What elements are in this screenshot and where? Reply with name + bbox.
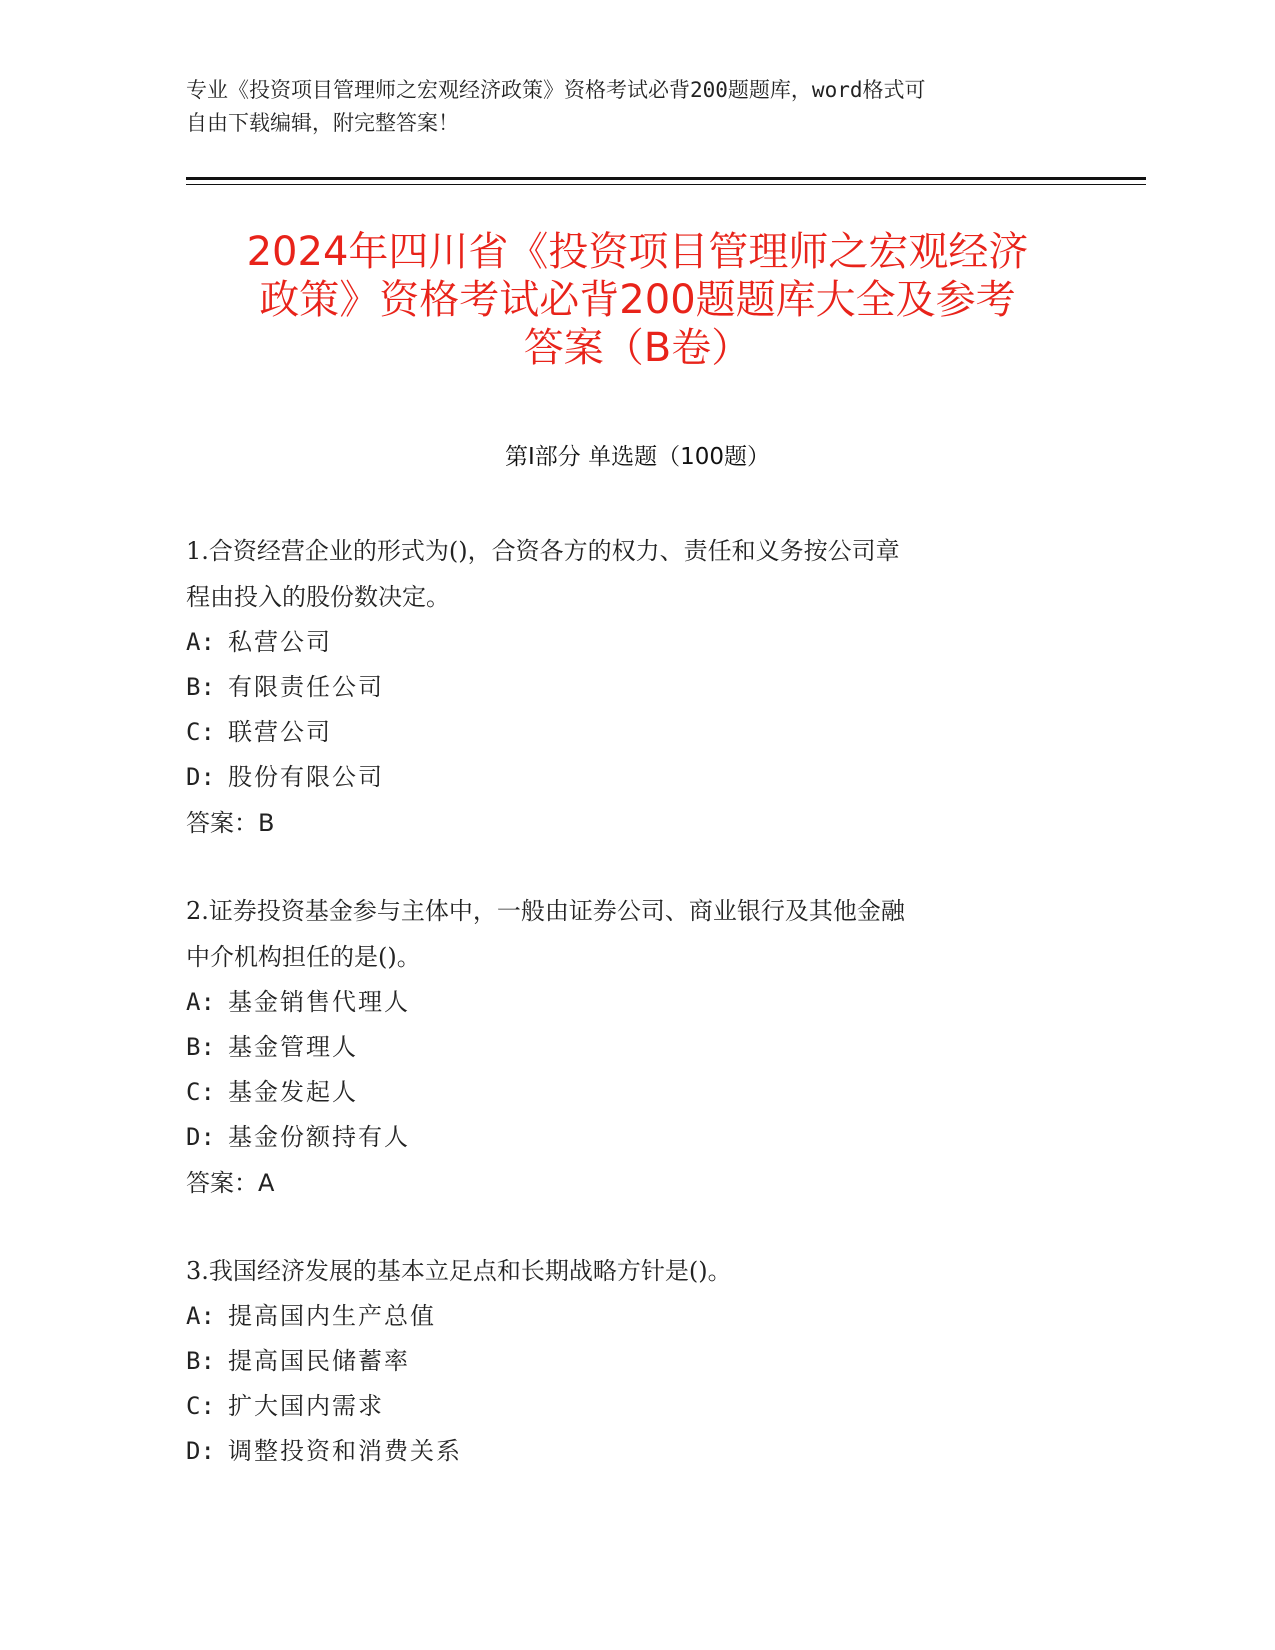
option-d — [186, 1115, 1086, 1160]
option-b — [186, 665, 1086, 710]
option-label: D: — [186, 1123, 215, 1151]
option-text: 扩大国内需求 — [228, 1392, 384, 1420]
document-title — [150, 228, 1125, 372]
option-label: C: — [186, 718, 215, 746]
option-text: 提高国民储蓄率 — [228, 1347, 410, 1375]
option-label: C: — [186, 1392, 215, 1420]
question-stem: 2.证券投资基金参与主体中，一般由证券公司、商业银行及其他金融 — [186, 897, 905, 925]
question-stem: 1.合资经营企业的形式为()，合资各方的权力、责任和义务按公司章 — [186, 537, 900, 565]
option-text: 联营公司 — [228, 718, 332, 746]
header-rule-thick — [186, 177, 1146, 180]
answer: 答案：B — [186, 809, 275, 837]
option-label: C: — [186, 1078, 215, 1106]
option-label: B: — [186, 1347, 215, 1375]
option-text: 基金份额持有人 — [228, 1123, 410, 1151]
option-a — [186, 980, 1086, 1025]
option-label: A: — [186, 988, 215, 1016]
document-header — [186, 74, 1086, 140]
option-d — [186, 755, 1086, 800]
header-rule-thin — [186, 184, 1146, 185]
title-line-1: 2024年四川省《投资项目管理师之宏观经济 — [246, 229, 1029, 275]
option-label: D: — [186, 1437, 215, 1465]
option-text: 调整投资和消费关系 — [228, 1437, 462, 1465]
header-line-1: 专业《投资项目管理师之宏观经济政策》资格考试必背200题题库，word格式可 — [186, 78, 926, 102]
title-line-3: 答案（B卷） — [523, 325, 752, 371]
question-stem-continued: 程由投入的股份数决定。 — [186, 583, 450, 611]
question-stem-continued: 中介机构担任的是()。 — [186, 943, 421, 971]
option-text: 股份有限公司 — [228, 763, 384, 791]
option-label: B: — [186, 673, 215, 701]
section-heading: 第Ⅰ部分 单选题（100题） — [505, 444, 770, 470]
question-list — [186, 528, 1086, 1474]
option-text: 基金销售代理人 — [228, 988, 410, 1016]
option-label: A: — [186, 1302, 215, 1330]
option-b — [186, 1025, 1086, 1070]
question-stem: 3.我国经济发展的基本立足点和长期战略方针是()。 — [186, 1257, 732, 1285]
option-label: A: — [186, 628, 215, 656]
option-text: 私营公司 — [228, 628, 332, 656]
option-label: D: — [186, 763, 215, 791]
option-a — [186, 1294, 1086, 1339]
option-text: 基金管理人 — [228, 1033, 358, 1061]
question-2 — [186, 888, 1086, 1206]
option-c — [186, 710, 1086, 755]
option-text: 有限责任公司 — [228, 673, 384, 701]
option-text: 提高国内生产总值 — [228, 1302, 436, 1330]
answer: 答案：A — [186, 1169, 275, 1197]
question-1 — [186, 528, 1086, 846]
option-d — [186, 1429, 1086, 1474]
title-line-2: 政策》资格考试必背200题题库大全及参考 — [259, 277, 1016, 323]
option-label: B: — [186, 1033, 215, 1061]
header-line-2: 自由下载编辑，附完整答案！ — [186, 111, 459, 135]
option-b — [186, 1339, 1086, 1384]
option-c — [186, 1070, 1086, 1115]
option-a — [186, 620, 1086, 665]
question-3 — [186, 1248, 1086, 1474]
option-text: 基金发起人 — [228, 1078, 358, 1106]
option-c — [186, 1384, 1086, 1429]
